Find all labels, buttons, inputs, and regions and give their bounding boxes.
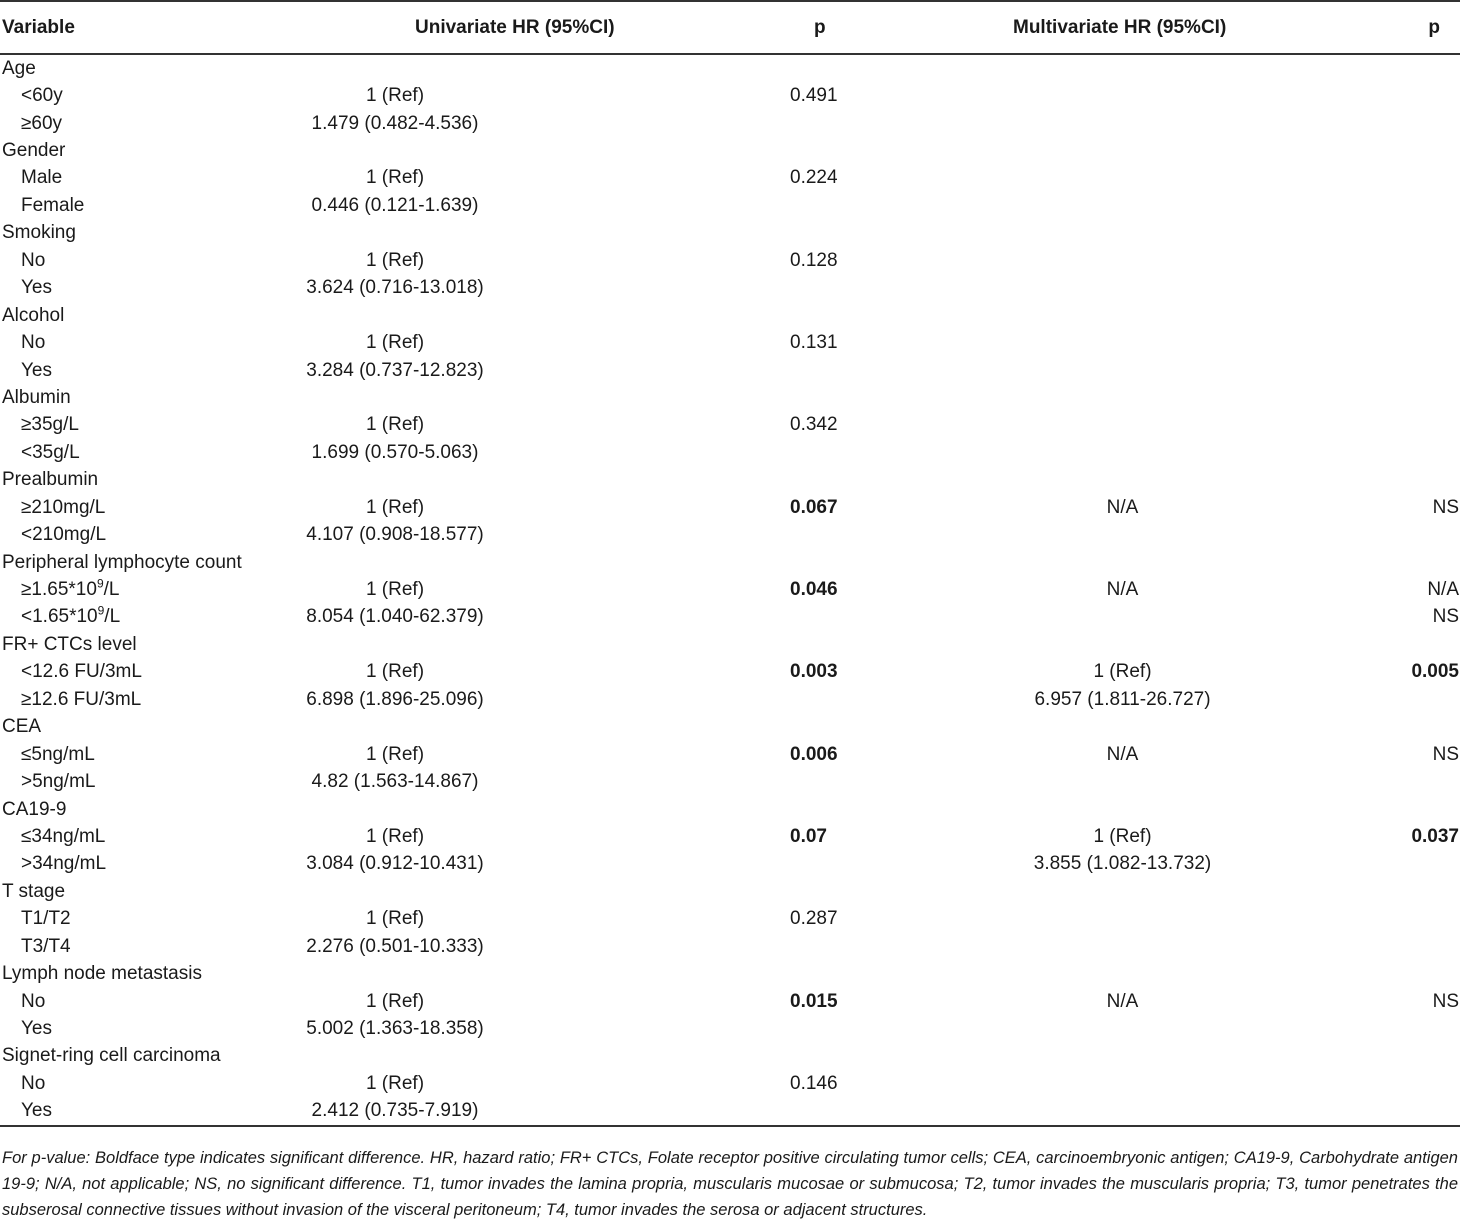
multivariate-hr-cell [965,82,1280,109]
multivariate-hr-cell [965,467,1280,494]
variable-text: ≥1.65*10 [21,579,97,601]
variable-cell: ≥35g/L [21,414,79,436]
variable-cell: Yes [0,1098,370,1126]
univariate-hr-cell [245,384,545,411]
multivariate-hr-cell [965,878,1280,905]
multivariate-hr-cell [965,357,1280,384]
univariate-p-cell [670,851,970,878]
multivariate-hr-cell [965,1070,1280,1097]
header-multivariate-hr: Multivariate HR (95%CI) [970,1,1285,54]
multivariate-hr-cell [965,192,1280,219]
variable-category: CA19-9 [2,798,67,820]
univariate-hr-cell: 1 (Ref) [365,990,425,1012]
table-row [0,741,1460,768]
table-row-category [0,878,1460,905]
table-header-row [0,1,1460,54]
variable-cell: <35g/L [21,441,80,463]
multivariate-hr-cell [965,549,1280,576]
multivariate-p-cell [1285,851,1460,878]
univariate-p-cell: 0.015 [790,990,838,1012]
multivariate-hr-cell: 6.957 (1.811-26.727) [1034,688,1211,710]
variable-cell: Female [21,194,85,216]
univariate-hr-cell: 6.898 (1.896-25.096) [306,688,484,710]
multivariate-hr-cell: N/A [1106,990,1139,1012]
univariate-p-cell [670,768,970,795]
variable-cell: Yes [21,277,52,299]
variable-cell: >5ng/mL [21,771,96,793]
multivariate-p-cell [1285,768,1460,795]
univariate-p-cell: 0.224 [790,167,838,189]
multivariate-p-cell [1285,192,1460,219]
variable-category: Albumin [2,386,71,408]
univariate-hr-cell [245,714,545,741]
multivariate-p-cell: NS [1432,743,1459,765]
univariate-p-cell [670,275,970,302]
multivariate-p-cell [1285,549,1460,576]
univariate-hr-cell [245,467,545,494]
multivariate-hr-cell [965,110,1280,137]
univariate-hr-cell: 3.084 (0.912-10.431) [306,853,484,875]
table-row-category [0,960,1460,987]
variable-cell: ≥60y [21,112,63,134]
variable-cell: No [21,332,46,354]
multivariate-p-cell [1285,165,1460,192]
univariate-p-cell [670,878,970,905]
variable-cell: ≥12.6 FU/3mL [21,688,142,710]
variable-category: T stage [2,880,66,902]
variable-exponent: 9 [97,604,105,619]
variable-cell: Yes [21,1018,52,1040]
variable-cell: T3/T4 [21,935,71,957]
univariate-p-cell [670,1043,970,1070]
univariate-p-cell [670,54,970,82]
variable-category: Signet-ring cell carcinoma [2,1045,221,1067]
table-row [0,110,1460,137]
multivariate-p-cell [1285,714,1460,741]
univariate-p-cell [670,439,970,466]
univariate-hr-cell [245,960,545,987]
table-row [0,906,1460,933]
multivariate-hr-cell [965,521,1280,548]
variable-category: Lymph node metastasis [2,963,202,985]
table-row [0,165,1460,192]
multivariate-p-cell [1285,686,1460,713]
univariate-hr-cell: 1.479 (0.482-4.536) [311,112,479,134]
univariate-p-cell [670,714,970,741]
univariate-hr-cell [245,631,545,658]
univariate-hr-cell: 5.002 (1.363-18.358) [306,1018,484,1040]
variable-cell: Male [21,167,63,189]
univariate-p-cell: 0.003 [790,661,838,683]
multivariate-hr-cell [965,302,1280,329]
univariate-hr-cell: 1 (Ref) [365,414,425,436]
multivariate-p-cell [1285,329,1460,356]
table-row [0,357,1460,384]
variable-category: Smoking [2,222,76,244]
univariate-p-cell [670,220,970,247]
multivariate-hr-cell [965,1015,1280,1042]
multivariate-hr-cell [965,714,1280,741]
multivariate-p-cell [1285,302,1460,329]
table-row-category [0,220,1460,247]
univariate-hr-cell: 4.82 (1.563-14.867) [311,771,479,793]
univariate-p-cell [670,1015,970,1042]
variable-cell: >34ng/mL [21,853,107,875]
table-row [0,329,1460,356]
variable-category: Gender [2,140,66,162]
multivariate-p-cell [1285,357,1460,384]
variable-cell: ≥210mg/L [21,496,106,518]
univariate-hr-cell: 3.284 (0.737-12.823) [306,359,484,381]
multivariate-hr-cell [965,768,1280,795]
univariate-hr-cell: 1 (Ref) [365,743,425,765]
multivariate-p-cell: N/A [1427,579,1459,601]
multivariate-hr-cell: N/A [1106,579,1139,601]
multivariate-hr-cell [965,137,1280,164]
table-row-category [0,631,1460,658]
multivariate-p-cell [1285,247,1460,274]
table-row [0,1098,1460,1126]
table-row [0,1070,1460,1097]
univariate-p-cell [670,467,970,494]
univariate-p-cell [670,549,970,576]
variable-category: Prealbumin [2,469,99,491]
multivariate-p-cell [1285,412,1460,439]
variable-category: CEA [2,716,42,738]
multivariate-hr-cell: 1 (Ref) [1093,661,1152,683]
multivariate-p-cell [1285,275,1460,302]
univariate-hr-cell: 1 (Ref) [365,332,425,354]
univariate-hr-cell: 3.624 (0.716-13.018) [306,277,484,299]
univariate-p-cell: 0.07 [790,825,827,847]
variable-unit: /L [103,579,120,601]
table-row [0,82,1460,109]
univariate-p-cell: 0.131 [790,332,838,354]
univariate-hr-cell: 4.107 (0.908-18.577) [306,524,484,546]
univariate-p-cell [670,110,970,137]
table-footnote: For p-value: Boldface type indicates significant difference. HR, hazard ratio; FR+ CTCs, Folate receptor positive circulating tumor cells; CEA, carcinoembryonic antigen; CA19-9, Carbohydrate antigen 19-9; N/A, not applicable; NS, no significant difference. T1, tumor invades the lamina propria, muscularis mucosae or submucosa; T2, tumor invades the muscularis propria; T3, tumor penetrates the subserosal connective tissues without invasion of the visceral peritoneum; T4, tumor invades the serosa or adjacent structures. [2,1149,1458,1219]
univariate-p-cell [670,384,970,411]
univariate-p-cell: 0.491 [790,85,838,107]
multivariate-p-cell [1285,1043,1460,1070]
multivariate-hr-cell [965,384,1280,411]
multivariate-p-cell: 0.005 [1411,661,1459,683]
variable-text: <1.65*10 [21,606,98,628]
header-univariate-hr: Univariate HR (95%CI) [370,1,670,54]
multivariate-hr-cell [965,165,1280,192]
univariate-hr-cell: 1.699 (0.570-5.063) [311,441,479,463]
univariate-hr-cell: 1 (Ref) [365,496,425,518]
table-row [0,521,1460,548]
univariate-hr-cell: 1 (Ref) [365,661,425,683]
univariate-hr-cell: 1 (Ref) [365,825,425,847]
multivariate-p-cell [1285,110,1460,137]
multivariate-p-cell: NS [1432,606,1459,628]
table-row-category [0,1043,1460,1070]
univariate-hr-cell: 1 (Ref) [365,579,425,601]
table-body [0,54,1460,1126]
multivariate-p-cell: NS [1432,990,1459,1012]
univariate-p-cell: 0.287 [790,908,838,930]
univariate-hr-cell [245,878,545,905]
multivariate-hr-cell [965,933,1280,960]
multivariate-p-cell [1285,82,1460,109]
table-row [0,1015,1460,1042]
table-row [0,933,1460,960]
univariate-hr-cell [245,137,545,164]
univariate-p-cell [670,686,970,713]
variable-cell: <210mg/L [21,524,107,546]
multivariate-p-cell: 0.037 [1411,825,1459,847]
multivariate-hr-cell: N/A [1106,496,1139,518]
variable-cell: T1/T2 [21,908,71,930]
univariate-p-cell [670,302,970,329]
table-row [0,247,1460,274]
table-row [0,275,1460,302]
table-row-category [0,796,1460,823]
header-variable: Variable [0,1,370,54]
univariate-p-cell: 0.067 [790,496,838,518]
multivariate-hr-cell [965,247,1280,274]
multivariate-p-cell [1285,1015,1460,1042]
multivariate-p-cell [1285,137,1460,164]
multivariate-hr-cell: 3.855 (1.082-13.732) [1033,853,1212,875]
multivariate-hr-cell: 1 (Ref) [1093,825,1152,847]
multivariate-p-cell [1285,467,1460,494]
multivariate-p-cell [1285,631,1460,658]
univariate-hr-cell [245,54,545,82]
multivariate-p-cell [1285,960,1460,987]
multivariate-p-cell [1285,796,1460,823]
univariate-hr-cell: 1 (Ref) [365,249,425,271]
variable-category: FR+ CTCs level [2,633,137,655]
variable-cell: No [21,1072,46,1094]
table-row [0,439,1460,466]
multivariate-p-cell [1285,1070,1460,1097]
multivariate-hr-cell [965,275,1280,302]
multivariate-hr-cell [965,439,1280,466]
univariate-p-cell: 0.146 [790,1072,838,1094]
multivariate-hr-cell [965,54,1280,82]
multivariate-hr-cell [965,1098,1280,1126]
univariate-hr-cell: 0.446 (0.121-1.639) [311,194,479,216]
variable-cell: No [21,990,46,1012]
univariate-hr-cell: 1 (Ref) [365,167,425,189]
table-row-category [0,54,1460,82]
table-row-category [0,714,1460,741]
univariate-p-cell: 0.006 [790,743,838,765]
table-row-category [0,549,1460,576]
multivariate-p-cell [1285,439,1460,466]
univariate-p-cell [670,521,970,548]
table-row [0,659,1460,686]
variable-unit: /L [104,606,121,628]
table-row [0,412,1460,439]
multivariate-p-cell [1285,220,1460,247]
univariate-p-cell [670,137,970,164]
variable-category: Peripheral lymphocyte count [2,551,242,573]
univariate-p-cell [670,192,970,219]
univariate-hr-cell [245,302,545,329]
univariate-p-cell [670,604,970,631]
univariate-hr-cell [245,549,545,576]
multivariate-hr-cell: N/A [1106,743,1139,765]
variable-cell: ≤34ng/mL [21,825,106,847]
univariate-p-cell [670,1098,970,1126]
variable-cell: <60y [21,85,63,107]
variable-cell: ≤5ng/mL [21,743,95,765]
table-row [0,192,1460,219]
multivariate-p-cell [1285,933,1460,960]
variable-exponent: 9 [96,576,104,591]
multivariate-p-cell [1285,1098,1460,1126]
multivariate-p-cell [1285,906,1460,933]
univariate-p-cell: 0.128 [790,249,838,271]
univariate-hr-cell: 8.054 (1.040-62.379) [306,606,484,628]
table-row-category [0,137,1460,164]
univariate-hr-cell: 2.412 (0.735-7.919) [245,1098,545,1126]
header-multivariate-p: p [1285,1,1460,54]
univariate-hr-cell [245,796,545,823]
variable-cell: Yes [21,359,52,381]
univariate-p-cell [670,933,970,960]
multivariate-p-cell [1285,878,1460,905]
multivariate-hr-cell [965,1043,1280,1070]
multivariate-p-cell: NS [1432,496,1459,518]
multivariate-hr-cell [965,412,1280,439]
table-row-category [0,467,1460,494]
univariate-hr-cell: 1 (Ref) [365,85,425,107]
multivariate-p-cell [1285,521,1460,548]
variable-cell: <12.6 FU/3mL [21,661,142,683]
univariate-hr-cell [245,1043,545,1070]
table-row [0,988,1460,1015]
table-row-category [0,384,1460,411]
table-row [0,686,1460,713]
univariate-p-cell [670,796,970,823]
multivariate-hr-cell [965,329,1280,356]
univariate-p-cell [670,960,970,987]
table-row-category [0,302,1460,329]
table-row [0,851,1460,878]
multivariate-hr-cell [965,631,1280,658]
variable-category: Alcohol [2,304,65,326]
univariate-hr-cell [245,220,545,247]
univariate-hr-cell: 2.276 (0.501-10.333) [306,935,484,957]
table-row [0,768,1460,795]
multivariate-hr-cell [965,796,1280,823]
multivariate-hr-cell [965,604,1280,631]
univariate-p-cell: 0.342 [790,414,838,436]
multivariate-hr-cell [965,906,1280,933]
multivariate-hr-cell [965,220,1280,247]
univariate-p-cell [670,631,970,658]
table-row [0,823,1460,850]
multivariate-p-cell [1285,54,1460,82]
multivariate-p-cell [1285,384,1460,411]
header-univariate-p: p [670,1,970,54]
table-row [0,494,1460,521]
univariate-hr-cell: 1 (Ref) [365,908,425,930]
table-row [0,604,1460,631]
univariate-p-cell [670,357,970,384]
univariate-hr-cell: 1 (Ref) [365,1072,425,1094]
table-row [0,576,1460,603]
univariate-p-cell: 0.046 [790,579,838,601]
multivariate-hr-cell [965,960,1280,987]
variable-cell: No [21,249,46,271]
variable-category: Age [2,57,36,79]
